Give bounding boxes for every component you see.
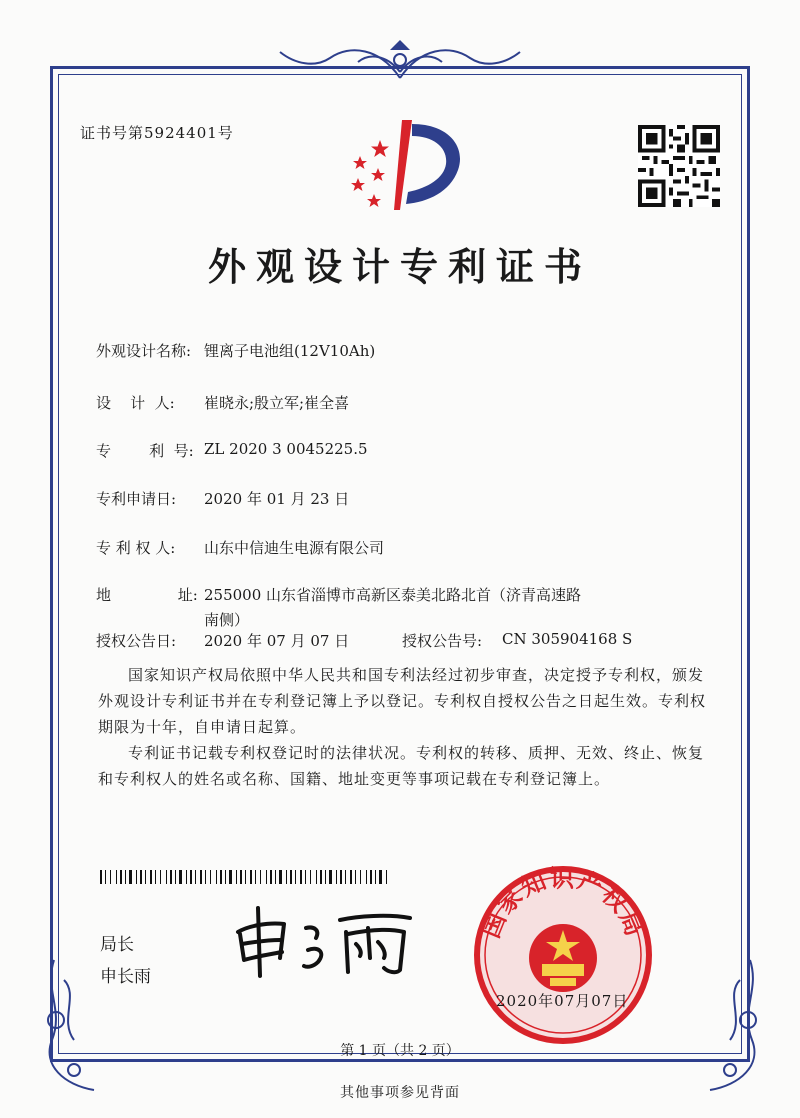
field-address bbox=[96, 584, 581, 630]
field-design-name bbox=[96, 340, 375, 361]
field-value: 2020 年 07 月 07 日 bbox=[204, 632, 350, 650]
page-number: 第 1 页（共 2 页） bbox=[340, 1043, 460, 1059]
barcode-bar bbox=[295, 870, 296, 884]
barcode-bar bbox=[245, 870, 246, 884]
certificate-paragraph-1: 国家知识产权局依照中华人民共和国专利法经过初步审查，决定授予专利权，颁发外观设计专利证书并在专利登记簿上予以登记。专利权自授权公告之日起生效。专利权期限为十年，自申请日起算。 bbox=[98, 666, 707, 736]
barcode-bar bbox=[120, 870, 122, 884]
barcode-bar bbox=[166, 870, 167, 884]
certificate-paragraph-2: 专利证书记载专利权登记时的法律状况。专利权的转移、质押、无效、终止、恢复和专利权人的姓名或名称、国籍、地址变更等事项记载在专利登记簿上。 bbox=[98, 744, 705, 788]
field-designers bbox=[96, 392, 349, 413]
barcode-bar bbox=[155, 870, 156, 884]
barcode-bar bbox=[340, 870, 342, 884]
address-line-1: 255000 山东省淄博市高新区泰美北路北首（济青高速路 bbox=[204, 586, 582, 604]
barcode-bar bbox=[360, 870, 361, 884]
barcode-bar bbox=[355, 870, 356, 884]
barcode-bar bbox=[179, 870, 182, 884]
barcode-bar bbox=[250, 870, 252, 884]
barcode-bar bbox=[305, 870, 306, 884]
certificate-number: 证书号第5924401号 bbox=[80, 124, 234, 142]
barcode-bar bbox=[225, 870, 226, 884]
barcode-bar bbox=[260, 870, 261, 884]
barcode-bar bbox=[175, 870, 176, 884]
field-label: 外观设计名称: bbox=[96, 342, 192, 360]
barcode-bar bbox=[275, 870, 276, 884]
seal-date: 2020年07月07日 bbox=[496, 992, 629, 1010]
field-value: 崔晓永;殷立军;崔全喜 bbox=[204, 394, 350, 412]
barcode-bar bbox=[125, 870, 126, 884]
barcode-bar bbox=[266, 870, 267, 884]
barcode-bar bbox=[105, 870, 106, 884]
field-label: 专利申请日: bbox=[96, 490, 177, 508]
field-value: 2020 年 01 月 23 日 bbox=[204, 490, 350, 508]
field-value: 锂离子电池组(12V10Ah) bbox=[204, 342, 376, 360]
barcode-bar bbox=[136, 870, 137, 884]
signatory-name: 申长雨 bbox=[100, 967, 151, 987]
barcode-bar bbox=[386, 870, 387, 884]
barcode-bar bbox=[100, 870, 102, 884]
handwritten-signature bbox=[228, 898, 418, 978]
barcode-bar bbox=[316, 870, 317, 884]
field-label: 地 址: bbox=[96, 586, 198, 604]
barcode-bar bbox=[145, 870, 146, 884]
field-announcement-number bbox=[402, 630, 632, 651]
barcode-bar bbox=[379, 870, 382, 884]
field-announcement-date bbox=[96, 630, 349, 651]
field-label: 授权公告日: bbox=[96, 632, 177, 650]
field-label: 授权公告号: bbox=[402, 632, 483, 650]
barcode-bar bbox=[150, 870, 152, 884]
barcode-bar bbox=[190, 870, 192, 884]
field-application-date bbox=[96, 488, 349, 509]
barcode-bar bbox=[116, 870, 117, 884]
barcode-bar bbox=[186, 870, 187, 884]
barcode-bar bbox=[270, 870, 272, 884]
barcode-bar bbox=[336, 870, 337, 884]
barcode-bar bbox=[329, 870, 332, 884]
barcode-bar bbox=[290, 870, 292, 884]
seal-text: 国家知识产权局 bbox=[475, 863, 651, 942]
barcode-bar bbox=[195, 870, 196, 884]
barcode-bar bbox=[279, 870, 282, 884]
field-value: 山东中信迪生电源有限公司 bbox=[204, 539, 385, 557]
barcode-bar bbox=[200, 870, 202, 884]
barcode bbox=[100, 870, 390, 884]
barcode-bar bbox=[286, 870, 287, 884]
field-value: ZL 2020 3 0045225.5 bbox=[204, 440, 368, 458]
barcode-bar bbox=[210, 870, 211, 884]
barcode-bar bbox=[140, 870, 142, 884]
barcode-bar bbox=[170, 870, 172, 884]
address-line-2: 南侧） bbox=[204, 611, 250, 629]
field-label: 专 利 权 人: bbox=[96, 539, 176, 557]
barcode-bar bbox=[325, 870, 326, 884]
certificate-title: 外观设计专利证书 bbox=[207, 244, 592, 289]
barcode-bar bbox=[320, 870, 322, 884]
barcode-bar bbox=[375, 870, 376, 884]
barcode-bar bbox=[129, 870, 132, 884]
qr-code bbox=[638, 125, 720, 207]
barcode-bar bbox=[240, 870, 242, 884]
barcode-bar bbox=[236, 870, 237, 884]
top-ornament bbox=[270, 38, 530, 82]
field-patent-number bbox=[96, 440, 368, 461]
barcode-bar bbox=[229, 870, 232, 884]
cnipa-logo-icon bbox=[340, 118, 470, 218]
field-value: CN 305904168 S bbox=[502, 630, 633, 648]
barcode-bar bbox=[205, 870, 206, 884]
bottom-right-ornament bbox=[680, 950, 770, 1100]
signatory-title: 局长 bbox=[100, 935, 134, 955]
barcode-bar bbox=[345, 870, 346, 884]
barcode-bar bbox=[220, 870, 222, 884]
field-label: 设 计 人: bbox=[96, 394, 175, 412]
barcode-bar bbox=[160, 870, 161, 884]
barcode-bar bbox=[310, 870, 311, 884]
field-label: 专 利 号: bbox=[96, 442, 194, 460]
barcode-bar bbox=[350, 870, 352, 884]
barcode-bar bbox=[110, 870, 111, 884]
barcode-bar bbox=[366, 870, 367, 884]
official-seal bbox=[470, 862, 656, 1048]
barcode-bar bbox=[370, 870, 372, 884]
field-patentee bbox=[96, 537, 384, 558]
footer-note: 其他事项参见背面 bbox=[340, 1085, 460, 1101]
barcode-bar bbox=[255, 870, 256, 884]
barcode-bar bbox=[300, 870, 302, 884]
barcode-bar bbox=[216, 870, 217, 884]
